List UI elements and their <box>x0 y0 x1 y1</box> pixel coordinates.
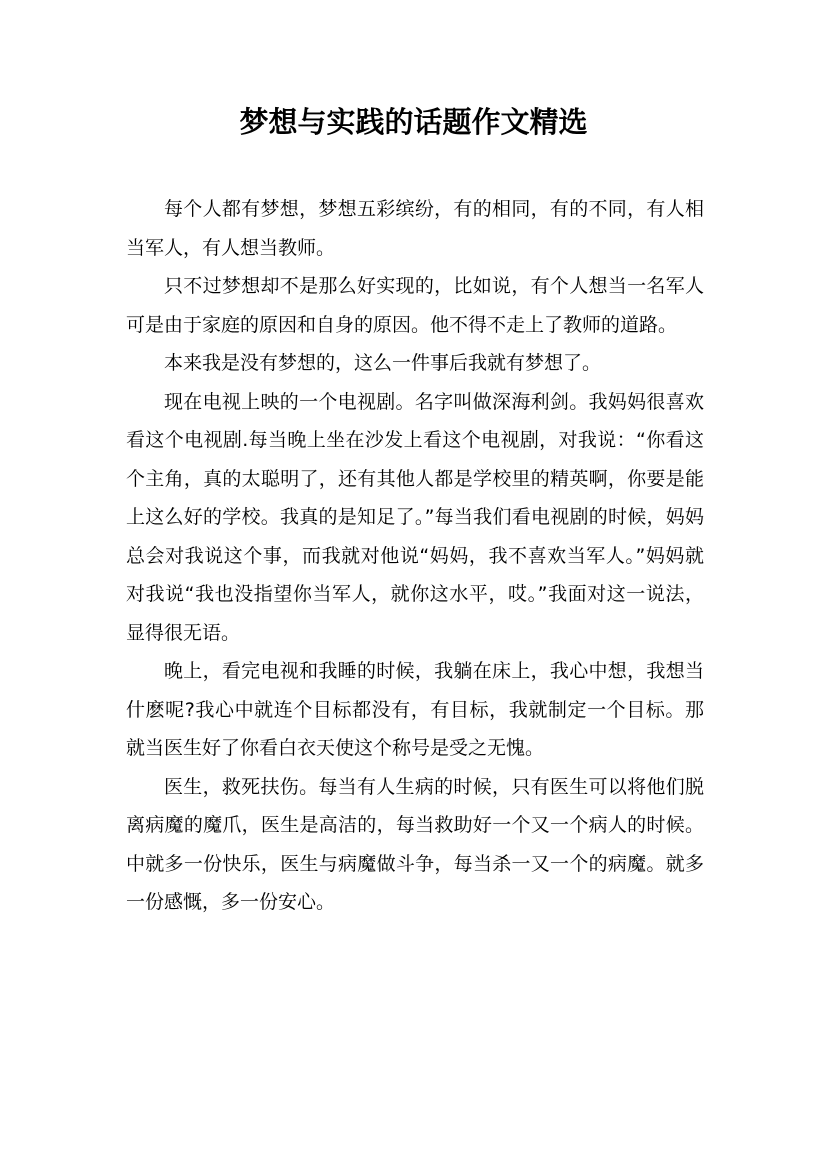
paragraph: 本来我是没有梦想的，这么一件事后我就有梦想了。 <box>164 352 602 374</box>
paragraph: 晚上，看完电视和我睡的时候，我躺在床上，我心中想，我想当什麽呢?我心中就连个目标都没有，有目标，我就制定一个目标。那就当医生好了你看白衣天使这个称号是受之无愧。 <box>126 660 704 759</box>
document-body <box>126 190 704 922</box>
paragraph: 每个人都有梦想，梦想五彩缤纷，有的相同，有的不同，有人相当军人，有人想当教师。 <box>126 198 704 259</box>
paragraph: 现在电视上映的一个电视剧。名字叫做深海利剑。我妈妈很喜欢看这个电视剧.每当晚上坐在沙发上看这个电视剧，对我说：“你看这个主角，真的太聪明了，还有其他人都是学校里的精英啊，你要是能上这么好的学校。我真的是知足了。”每当我们看电视剧的时候，妈妈总会对我说这个事，而我就对他说“妈妈，我不喜欢当军人。”妈妈就对我说“我也没指望你当军人，就你这水平，哎。”我面对这一说法，显得很无语。 <box>126 390 704 644</box>
paragraph: 只不过梦想却不是那么好实现的，比如说，有个人想当一名军人可是由于家庭的原因和自身的原因。他不得不走上了教师的道路。 <box>126 275 704 336</box>
paragraph: 医生，救死扶伤。每当有人生病的时候，只有医生可以将他们脱离病魔的魔爪，医生是高洁的，每当救助好一个又一个病人的时候。中就多一份快乐，医生与病魔做斗争，每当杀一又一个的病魔。就多一份感慨，多一份安心。 <box>126 775 704 913</box>
document-title: 梦想与实践的话题作文精选 <box>239 105 588 139</box>
